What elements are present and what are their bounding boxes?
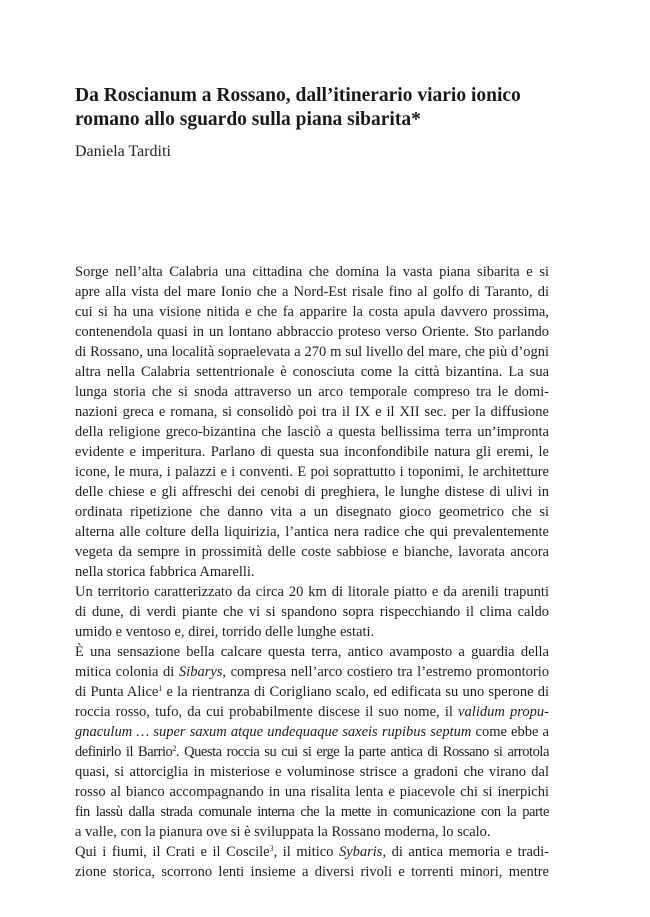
text-line bbox=[75, 582, 549, 602]
text-segment: Qui i fiumi, il Crati e il Coscile bbox=[75, 844, 270, 860]
text-line bbox=[75, 682, 549, 702]
italic-text: Sibarys bbox=[178, 664, 223, 680]
text-segment: e la rientranza di Corigliano scalo, ed edificata su uno sperone di bbox=[162, 684, 549, 700]
text-line bbox=[75, 502, 549, 522]
article-title bbox=[75, 84, 595, 132]
text-segment: come ebbe a bbox=[471, 724, 549, 740]
text-line bbox=[75, 262, 549, 282]
footnote-ref: 3 bbox=[269, 844, 274, 853]
text-segment: apre alla vista del mare Ionio che a Nord-Est risale fino al golfo di Taranto, di bbox=[75, 284, 549, 300]
text-line bbox=[75, 282, 549, 302]
text-segment: di Rossano, una località sopraelevata a 270 m sul livello del mare, che più d’ogni bbox=[75, 344, 549, 360]
text-segment: ordinata ripetizione che danno vita a un disegnato gioco geometrico che si bbox=[75, 504, 549, 520]
text-segment: , compresa nell’arco costiero tra l’estremo promontorio bbox=[222, 664, 549, 680]
text-segment: cui si ha una visione nitida e che fa apparire la costa apula davvero prossima, bbox=[75, 304, 549, 320]
text-segment: di Punta Alice bbox=[75, 684, 159, 700]
text-line bbox=[75, 482, 549, 502]
text-line bbox=[75, 442, 549, 462]
text-line bbox=[75, 382, 549, 402]
text-segment: della religione greco-bizantina che lasciò a questa bellissima terra un’impronta bbox=[75, 424, 549, 440]
text-segment: alterna alle colture della liquirizia, l’antica nera radice che qui prevalentemente bbox=[75, 524, 549, 540]
text-line bbox=[75, 722, 549, 742]
article-title-line: romano allo sguardo sulla piana sibarita* bbox=[75, 109, 421, 130]
footnote-ref: 2 bbox=[172, 744, 176, 753]
text-segment: di dune, di verdi piante che vi si spandono sopra rispecchiando il clima caldo bbox=[75, 604, 549, 620]
text-line bbox=[75, 842, 549, 862]
text-line bbox=[75, 662, 549, 682]
text-line bbox=[75, 702, 549, 722]
text-segment: , di antica memoria e tradi- bbox=[382, 844, 550, 860]
text-line bbox=[75, 462, 549, 482]
text-line bbox=[75, 782, 549, 802]
text-line bbox=[75, 802, 549, 822]
text-line bbox=[75, 362, 549, 382]
text-segment: Sorge nell’alta Calabria una cittadina che domina la vasta piana sibarita e si bbox=[75, 264, 549, 280]
text-segment: . Questa roccia su cui si erge la parte antica di Rossano si arrotola bbox=[175, 744, 549, 760]
text-line bbox=[75, 422, 549, 442]
text-line bbox=[75, 302, 549, 322]
text-segment: È una sensazione bella calcare questa terra, antico avamposto a guardia della bbox=[75, 644, 549, 660]
text-segment: Un territorio caratterizzato da circa 20 km di litorale piatto e da arenili trapunti bbox=[75, 584, 549, 600]
text-segment: lunga storia che si snoda attraverso un arco temporale compreso tra le domi- bbox=[75, 384, 549, 400]
text-segment: mitica colonia di bbox=[75, 664, 179, 680]
text-line bbox=[75, 402, 549, 422]
text-segment: , il mitico bbox=[273, 844, 339, 860]
text-segment: definirlo il Barrio bbox=[75, 744, 173, 760]
text-segment: roccia rosso, tufo, da cui probabilmente discese il suo nome, il bbox=[75, 704, 459, 720]
text-line bbox=[75, 602, 549, 622]
text-segment: icone, le mura, i palazzi e i conventi. E poi soprattutto i toponimi, le architetture bbox=[75, 464, 549, 480]
text-line bbox=[75, 322, 549, 342]
text-segment: nella storica fabbrica Amarelli. bbox=[75, 564, 255, 580]
text-segment: vegeta da sempre in prossimità delle coste sabbiose e bianche, lavorata ancora bbox=[75, 544, 549, 560]
footnote-ref: 1 bbox=[158, 684, 163, 693]
text-line bbox=[75, 342, 549, 362]
author-name: Daniela Tarditi bbox=[75, 143, 171, 160]
text-segment: umido e ventoso e, direi, torrido delle lunghe estati. bbox=[75, 624, 375, 640]
body-text bbox=[75, 262, 549, 882]
text-segment: a valle, con la pianura ove si è sviluppata la Rossano moderna, lo scalo. bbox=[75, 824, 491, 840]
text-line bbox=[75, 762, 549, 782]
text-line bbox=[75, 862, 549, 882]
text-line bbox=[75, 562, 549, 582]
text-segment: fin lassù dalla strada comunale interna che la mette in comunicazione con la parte bbox=[75, 804, 549, 820]
text-line bbox=[75, 622, 549, 642]
italic-text: Sybaris bbox=[338, 844, 383, 860]
text-line bbox=[75, 742, 549, 762]
italic-text: gnaculum … super saxum atque undequaque saxeis rupibus septum bbox=[75, 724, 472, 740]
text-segment: rosso al bianco accompagnando in una risalita lenta e piacevole chi si inerpichi bbox=[75, 784, 549, 800]
text-segment: altra nella Calabria settentrionale è conosciuta come la città bizantina. La sua bbox=[75, 364, 549, 380]
text-line bbox=[75, 822, 549, 842]
article-title-line: Da Roscianum a Rossano, dall’itinerario viario ionico bbox=[75, 85, 521, 106]
text-line bbox=[75, 542, 549, 562]
text-segment: nazioni greca e romana, si consolidò poi tra il IX e il XII sec. per la diffusione bbox=[75, 404, 549, 420]
text-line bbox=[75, 642, 549, 662]
text-segment: quasi, si attorciglia in misteriose e voluminose strisce a gradoni che virano dal bbox=[75, 764, 549, 780]
italic-text: validum propu- bbox=[458, 704, 549, 720]
text-segment: delle chiese e gli affreschi dei cenobi di preghiera, le lunghe distese di ulivi in bbox=[75, 484, 549, 500]
text-segment: evidente e imperitura. Parlano di questa sua inconfondibile natura gli eremi, le bbox=[75, 444, 549, 460]
text-segment: contenendola quasi in un lontano abbraccio proteso verso Oriente. Sto parlando bbox=[75, 324, 549, 340]
text-line bbox=[75, 522, 549, 542]
text-segment: zione storica, scorrono lenti insieme a diversi rivoli e torrenti minori, mentre bbox=[75, 864, 549, 880]
